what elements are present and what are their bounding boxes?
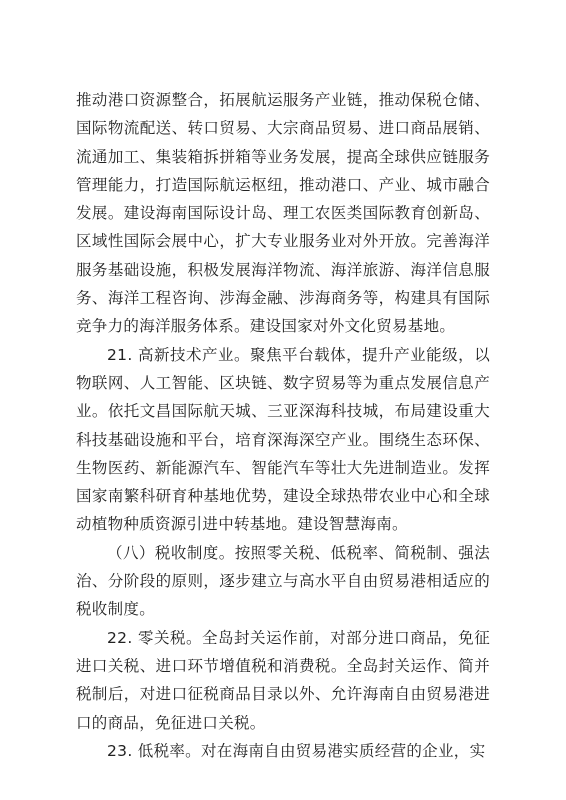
paragraph-21-high-tech: 21. 高新技术产业。聚焦平台载体，提升产业能级，以物联网、人工智能、区块链、数字贸易等为重点发展信息产业。依托文昌国际航天城、三亚深海科技城，布局建设重大科技基础设施和平台，培育深海深空产业。围绕生态环保、生物医药、新能源汽车、智能汽车等壮大先进制造业。发挥国家南繁科研育种基地优势，建设全球热带农业中心和全球动植物种质资源引进中转基地。建设智慧海南。: [76, 345, 490, 534]
document-body: [76, 86, 490, 765]
paragraph-8-tax-system: （八）税收制度。按照零关税、低税率、简税制、强法治、分阶段的原则，逐步建立与高水平自由贸易港相适应的税收制度。: [76, 543, 490, 619]
paragraph-23-low-tax-rate: 23. 低税率。对在海南自由贸易港实质经营的企业，实: [107, 741, 486, 760]
paragraph-shipping-services: 推动港口资源整合，拓展航运服务产业链，推动保税仓储、国际物流配送、转口贸易、大宗商品贸易、进口商品展销、流通加工、集装箱拆拼箱等业务发展，提高全球供应链服务管理能力，打造国际航运枢纽，推动港口、产业、城市融合发展。建设海南国际设计岛、理工农医类国际教育创新岛、区域性国际会展中心，扩大专业服务业对外开放。完善海洋服务基础设施，积极发展海洋物流、海洋旅游、海洋信息服务、海洋工程咨询、涉海金融、涉海商务等，构建具有国际竞争力的海洋服务体系。建设国家对外文化贸易基地。: [76, 91, 490, 336]
paragraph-22-zero-tariff: 22. 零关税。全岛封关运作前，对部分进口商品，免征进口关税、进口环节增值税和消费税。全岛封关运作、简并税制后，对进口征税商品目录以外、允许海南自由贸易港进口的商品，免征进口关税。: [76, 628, 490, 732]
